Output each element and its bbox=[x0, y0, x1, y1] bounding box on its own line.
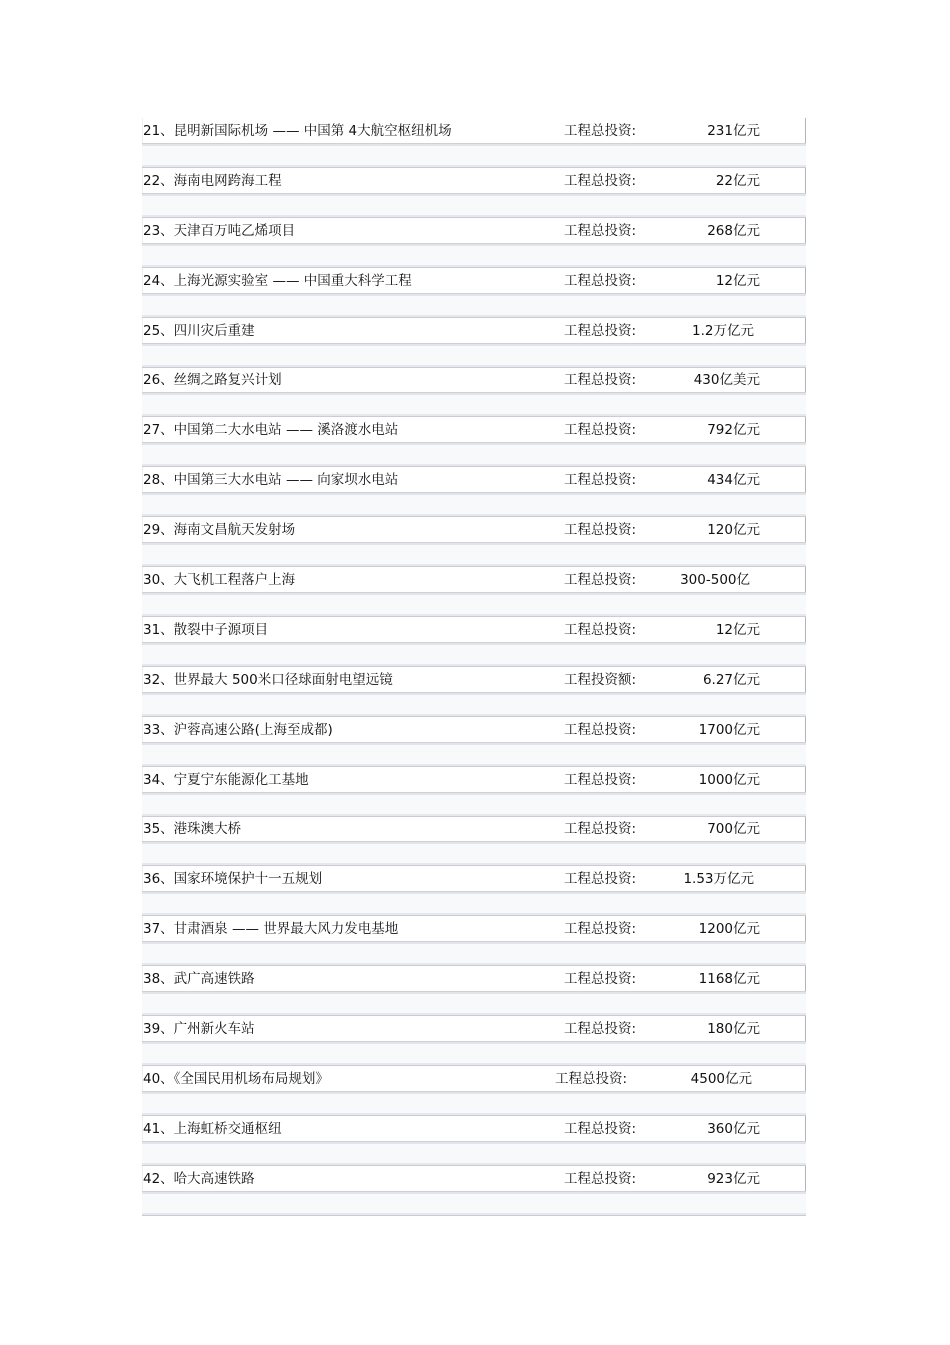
investment-value: 1.2万亿元 bbox=[692, 322, 754, 339]
row-spacer bbox=[142, 994, 806, 1013]
row-text-line bbox=[142, 1166, 806, 1192]
row-text-line bbox=[142, 567, 806, 593]
project-title: 38、武广高速铁路 bbox=[143, 971, 255, 988]
row-text-line bbox=[142, 767, 806, 793]
investment-label: 工程总投资: bbox=[564, 222, 637, 239]
investment-value: 300-500亿 bbox=[680, 572, 750, 589]
project-title: 24、上海光源实验室 —— 中国重大科学工程 bbox=[143, 272, 412, 289]
investment-label: 工程总投资: bbox=[564, 472, 637, 489]
investment-label: 工程总投资: bbox=[564, 522, 637, 539]
row-text-line bbox=[142, 168, 806, 194]
investment-label: 工程总投资: bbox=[564, 821, 637, 838]
row-spacer bbox=[142, 395, 806, 414]
row-text-line bbox=[142, 1066, 806, 1092]
row-spacer bbox=[142, 1094, 806, 1113]
table-row bbox=[142, 1066, 806, 1116]
project-title: 41、上海虹桥交通枢纽 bbox=[143, 1120, 282, 1137]
row-divider-bottom bbox=[142, 1213, 806, 1216]
row-spacer bbox=[142, 495, 806, 514]
project-title: 42、哈大高速铁路 bbox=[143, 1170, 255, 1187]
project-title: 23、天津百万吨乙烯项目 bbox=[143, 222, 296, 239]
row-text-line bbox=[142, 1016, 806, 1042]
investment-value: 434亿元 bbox=[707, 472, 760, 489]
table-row bbox=[142, 966, 806, 1016]
table-row bbox=[142, 717, 806, 767]
investment-value: 1700亿元 bbox=[698, 721, 760, 738]
row-spacer bbox=[142, 445, 806, 464]
investment-value: 792亿元 bbox=[707, 422, 760, 439]
investment-value: 360亿元 bbox=[707, 1120, 760, 1137]
investment-value: 231亿元 bbox=[707, 123, 760, 139]
row-spacer bbox=[142, 196, 806, 215]
row-spacer bbox=[142, 844, 806, 863]
investment-value: 1.53万亿元 bbox=[683, 871, 754, 888]
investment-label: 工程总投资: bbox=[564, 372, 637, 389]
row-text-line bbox=[142, 417, 806, 443]
table-row bbox=[142, 318, 806, 368]
investment-value: 923亿元 bbox=[707, 1170, 760, 1187]
table-row bbox=[142, 118, 806, 168]
investment-value: 1200亿元 bbox=[698, 921, 760, 938]
table-row bbox=[142, 816, 806, 866]
investment-label: 工程总投资: bbox=[564, 721, 637, 738]
row-spacer bbox=[142, 296, 806, 315]
row-spacer bbox=[142, 795, 806, 814]
investment-label: 工程总投资: bbox=[564, 272, 637, 289]
row-spacer bbox=[142, 645, 806, 664]
investment-label: 工程总投资: bbox=[564, 921, 637, 938]
row-text-line bbox=[142, 218, 806, 244]
investment-label: 工程总投资: bbox=[564, 172, 637, 189]
investment-value: 6.27亿元 bbox=[702, 671, 760, 688]
investment-value: 120亿元 bbox=[707, 522, 760, 539]
project-title: 30、大飞机工程落户上海 bbox=[143, 572, 296, 589]
project-title: 33、沪蓉高速公路(上海至成都) bbox=[143, 721, 333, 738]
table-row bbox=[142, 467, 806, 517]
investment-label: 工程总投资: bbox=[564, 123, 637, 139]
row-text-line bbox=[142, 966, 806, 992]
investment-value: 22亿元 bbox=[715, 172, 760, 189]
investment-label: 工程总投资: bbox=[564, 572, 637, 589]
investment-label: 工程总投资: bbox=[564, 771, 637, 788]
investment-label: 工程总投资: bbox=[564, 1170, 637, 1187]
table-row bbox=[142, 417, 806, 467]
project-title: 26、丝绸之路复兴计划 bbox=[143, 372, 282, 389]
investment-value: 268亿元 bbox=[707, 222, 760, 239]
table-row bbox=[142, 268, 806, 318]
row-text-line bbox=[142, 866, 806, 892]
investment-label: 工程总投资: bbox=[564, 422, 637, 439]
table-row bbox=[142, 667, 806, 717]
investment-value: 12亿元 bbox=[715, 272, 760, 289]
row-text-line bbox=[142, 118, 806, 144]
investment-value: 1000亿元 bbox=[698, 771, 760, 788]
table-body bbox=[142, 118, 806, 1216]
investment-value: 700亿元 bbox=[707, 821, 760, 838]
investment-label: 工程投资额: bbox=[564, 671, 637, 688]
investment-value: 430亿美元 bbox=[693, 372, 760, 389]
table-row bbox=[142, 866, 806, 916]
row-spacer bbox=[142, 1144, 806, 1163]
table-row bbox=[142, 168, 806, 218]
row-text-line bbox=[142, 367, 806, 393]
table-row bbox=[142, 767, 806, 817]
row-spacer bbox=[142, 944, 806, 963]
investment-label: 工程总投资: bbox=[564, 322, 637, 339]
project-title: 25、四川灾后重建 bbox=[143, 322, 255, 339]
row-text-line bbox=[142, 667, 806, 693]
investment-label: 工程总投资: bbox=[564, 871, 637, 888]
table-row bbox=[142, 517, 806, 567]
project-title: 28、中国第三大水电站 —— 向家坝水电站 bbox=[143, 472, 399, 489]
investment-label: 工程总投资: bbox=[564, 971, 637, 988]
row-text-line bbox=[142, 617, 806, 643]
investment-value: 1168亿元 bbox=[698, 971, 760, 988]
investment-value: 180亿元 bbox=[707, 1021, 760, 1038]
project-title: 21、昆明新国际机场 —— 中国第 4大航空枢纽机场 bbox=[143, 123, 452, 139]
table-row bbox=[142, 367, 806, 417]
row-spacer bbox=[142, 146, 806, 165]
row-text-line bbox=[142, 318, 806, 344]
row-spacer bbox=[142, 1194, 806, 1213]
row-text-line bbox=[142, 268, 806, 294]
investment-label: 工程总投资: bbox=[564, 621, 637, 638]
investment-label: 工程总投资: bbox=[555, 1070, 628, 1087]
project-title: 34、宁夏宁东能源化工基地 bbox=[143, 771, 309, 788]
row-spacer bbox=[142, 745, 806, 764]
table-row bbox=[142, 1166, 806, 1216]
row-text-line bbox=[142, 816, 806, 842]
table-row bbox=[142, 218, 806, 268]
project-title: 22、海南电网跨海工程 bbox=[143, 172, 282, 189]
investment-value: 12亿元 bbox=[715, 621, 760, 638]
row-spacer bbox=[142, 695, 806, 714]
row-text-line bbox=[142, 467, 806, 493]
table-row bbox=[142, 916, 806, 966]
investment-label: 工程总投资: bbox=[564, 1120, 637, 1137]
project-title: 36、国家环境保护十一五规划 bbox=[143, 871, 323, 888]
investment-label: 工程总投资: bbox=[564, 1021, 637, 1038]
table-row bbox=[142, 1116, 806, 1166]
row-spacer bbox=[142, 595, 806, 614]
row-text-line bbox=[142, 1116, 806, 1142]
project-title: 37、甘肃酒泉 —— 世界最大风力发电基地 bbox=[143, 921, 399, 938]
row-text-line bbox=[142, 717, 806, 743]
project-investment-table bbox=[142, 118, 806, 1212]
row-spacer bbox=[142, 246, 806, 265]
project-title: 35、港珠澳大桥 bbox=[143, 821, 242, 838]
investment-value: 4500亿元 bbox=[690, 1070, 752, 1087]
row-text-line bbox=[142, 916, 806, 942]
table-row bbox=[142, 567, 806, 617]
project-title: 39、广州新火车站 bbox=[143, 1021, 255, 1038]
row-spacer bbox=[142, 894, 806, 913]
project-title: 40、《全国民用机场布局规划》 bbox=[143, 1070, 329, 1087]
row-spacer bbox=[142, 545, 806, 564]
project-title: 29、海南文昌航天发射场 bbox=[143, 522, 296, 539]
row-spacer bbox=[142, 346, 806, 365]
project-title: 27、中国第二大水电站 —— 溪洛渡水电站 bbox=[143, 422, 399, 439]
table-row bbox=[142, 617, 806, 667]
row-text-line bbox=[142, 517, 806, 543]
project-title: 31、散裂中子源项目 bbox=[143, 621, 269, 638]
table-row bbox=[142, 1016, 806, 1066]
row-spacer bbox=[142, 1044, 806, 1063]
project-title: 32、世界最大 500米口径球面射电望远镜 bbox=[143, 671, 393, 688]
